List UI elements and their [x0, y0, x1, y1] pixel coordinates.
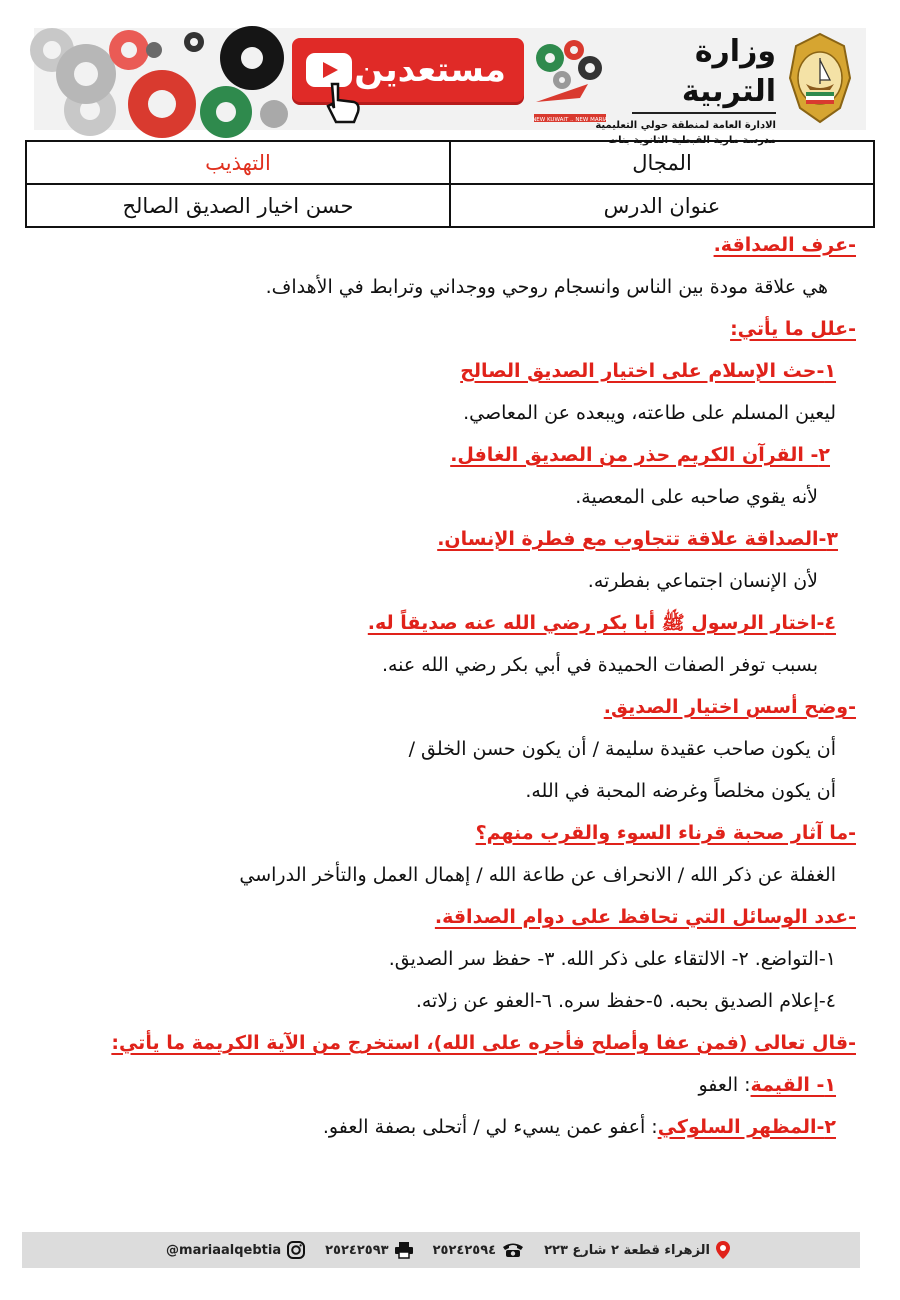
ministry-region: الادارة العامة لمنطقة حولي التعليمية	[595, 120, 776, 131]
answer-define-friendship: هي علاقة مودة بين الناس وانسجام روحي ووجداني وترابط في الأهداف.	[265, 276, 828, 298]
brand-button-label: مستعدين	[354, 50, 506, 90]
question-verse-extraction: -قال تعالى (فمن عفا وأصلح فأجره على الله)، استخرج من الآية الكريمة ما يأتي:	[111, 1032, 856, 1054]
fax-icon	[395, 1242, 413, 1258]
reason-3: ٣-الصداقة علاقة تتجاوب مع فطرة الإنسان.	[437, 528, 838, 550]
footer-address-text: الزهراء قطعة ٢ شارع ٢٢٣	[544, 1242, 710, 1258]
reason-4: ٤-اختار الرسول ﷺ أبا بكر رضي الله عنه صديقاً له.	[367, 612, 836, 634]
field-label: المجال	[450, 141, 874, 184]
lesson-label: عنوان الدرس	[450, 184, 874, 227]
location-pin-icon	[716, 1241, 730, 1259]
instagram-icon	[287, 1241, 305, 1259]
friend-criteria-answer-1: أن يكون صاحب عقيدة سليمة / أن يكون حسن الخلق /	[408, 738, 836, 760]
question-define-friendship: -عرف الصداقة.	[713, 234, 856, 256]
footer-address	[544, 1241, 730, 1259]
footer-fax	[325, 1242, 412, 1258]
reason-1: ١-حث الإسلام على اختيار الصديق الصالح	[460, 360, 836, 382]
question-explain-reasons: -علل ما يأتي:	[730, 318, 856, 340]
reason-3-answer: لأن الإنسان اجتماعي بفطرته.	[587, 570, 818, 592]
question-bad-company-effects: -ما آثار صحبة قرناء السوء والقرب منهم؟	[475, 822, 856, 844]
footer-fax-text: ٢٥٢٤٢٥٩٣	[325, 1242, 389, 1258]
verse-behavior-answer: : أعفو عمن يسيء لي / أتحلى بصفة العفو.	[322, 1116, 658, 1138]
footer-phone	[433, 1242, 524, 1258]
reason-1-answer: ليعين المسلم على طاعته، ويبعده عن المعاصي.	[463, 402, 836, 424]
verse-behavior-row	[323, 1113, 836, 1141]
footer-instagram	[166, 1241, 305, 1259]
bad-company-effects-answer: الغفلة عن ذكر الله / الانحراف عن طاعة الله / إهمال العمل والتأخر الدراسي	[239, 864, 836, 886]
preserve-friendship-answer-1: ١-التواضع. ٢- الالتقاء على ذكر الله. ٣- حفظ سر الصديق.	[388, 948, 836, 970]
phone-icon	[502, 1242, 524, 1258]
field-value: التهذيب	[26, 141, 450, 184]
verse-value-answer: : العفو	[698, 1074, 751, 1096]
reason-2: ٢- القرآن الكريم حذر من الصديق الغافل.	[450, 444, 830, 466]
school-name: مدرسة مارية القبطية الثانوية بنات	[608, 135, 776, 146]
reason-2-answer: لأنه يقوي صاحبه على المعصية.	[575, 486, 818, 508]
school-logo-caption: NEW KUWAIT .. NEW MARIA	[532, 117, 608, 123]
reason-4-answer: بسبب توفر الصفات الحميدة في أبي بكر رضي الله عنه.	[381, 654, 818, 676]
footer-bar	[22, 1232, 860, 1268]
question-preserve-friendship: -عدد الوسائل التي تحافظ على دوام الصداقة.	[434, 906, 856, 928]
verse-value-label: ١- القيمة	[750, 1074, 836, 1096]
friend-criteria-answer-2: أن يكون مخلصاً وغرضه المحبة في الله.	[525, 780, 836, 802]
verse-value-row	[698, 1071, 836, 1099]
ministry-title: وزارة التربية	[681, 34, 776, 109]
verse-behavior-label: ٢-المظهر السلوكي	[657, 1116, 836, 1138]
footer-phone-text: ٢٥٢٤٢٥٩٤	[432, 1242, 497, 1258]
lesson-value: حسن اخيار الصديق الصالح	[26, 184, 450, 227]
footer-instagram-handle: @mariaalqebtia	[166, 1242, 282, 1258]
preserve-friendship-answer-2: ٤-إعلام الصديق بحبه. ٥-حفظ سره. ٦-العفو عن زلاته.	[415, 990, 836, 1012]
question-friend-criteria: -وضح أسس اختيار الصديق.	[603, 696, 856, 718]
